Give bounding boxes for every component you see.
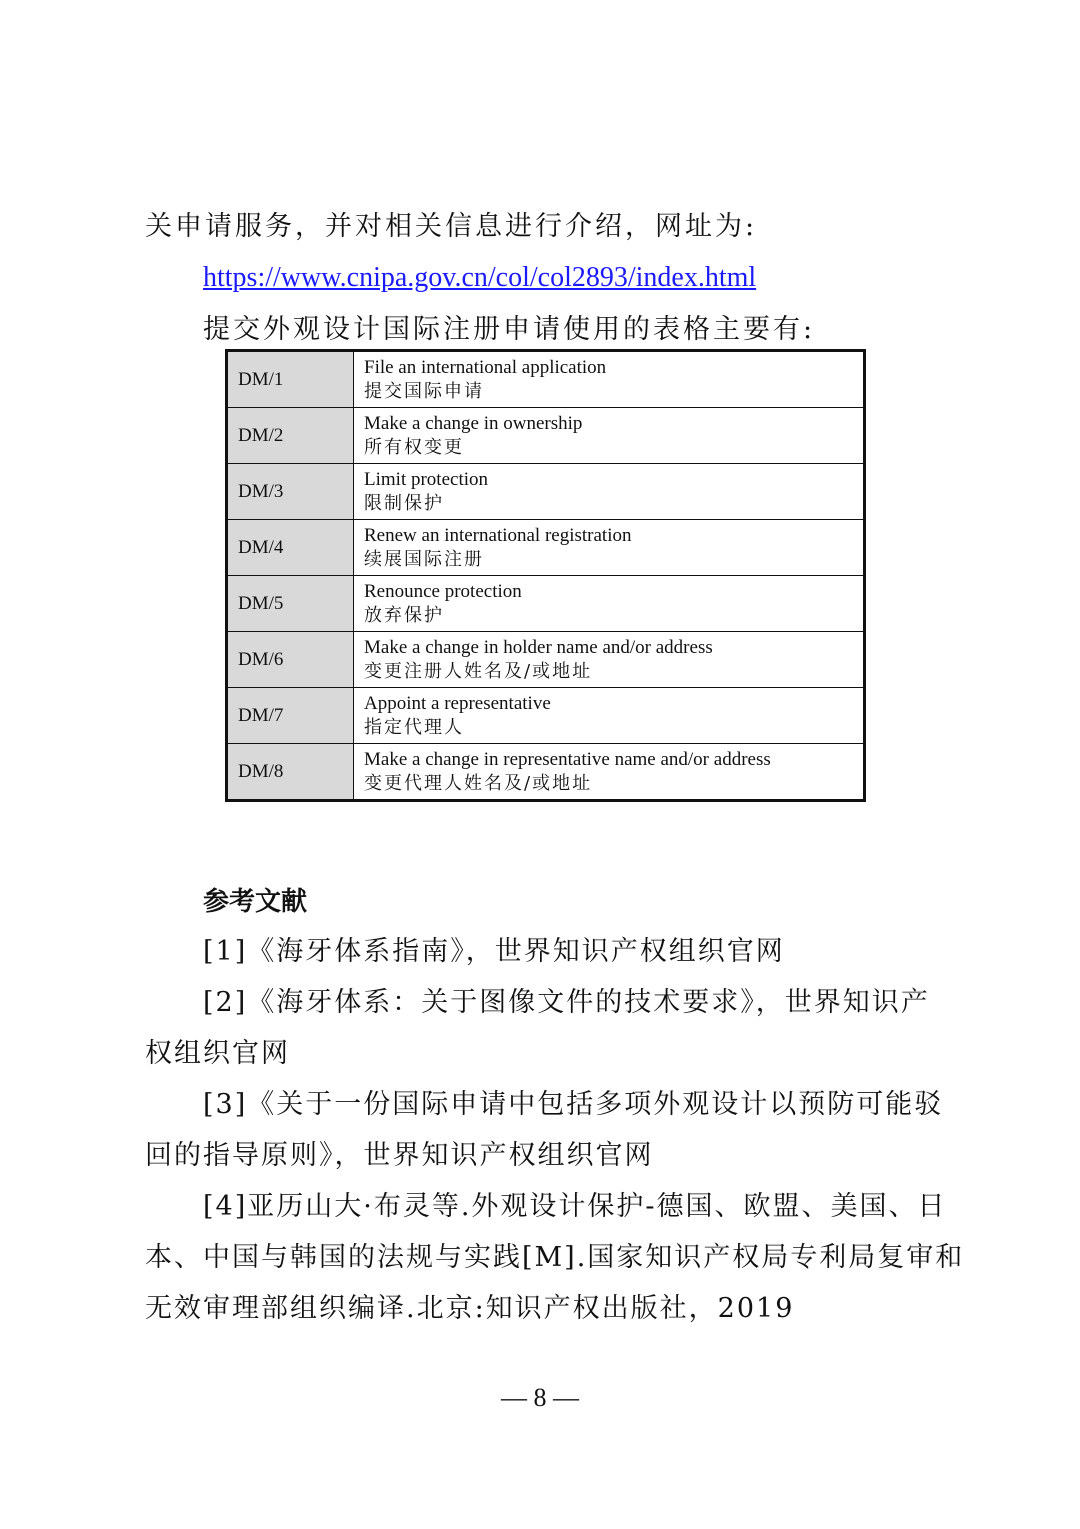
form-code: DM/6 [227,632,354,688]
form-description [354,688,865,744]
reference-line: [3]《关于一份国际申请中包括多项外观设计以预防可能驳 [203,1089,944,1120]
form-name-zh: 变更代理人姓名及/或地址 [364,772,593,794]
cnipa-link[interactable]: https://www.cnipa.gov.cn/col/col2893/index.html [203,262,757,293]
form-name-zh: 提交国际申请 [364,380,484,402]
table-row [227,464,865,520]
form-name-en: Renew an international registration [364,524,632,546]
form-description [354,464,865,520]
reference-line: 回的指导原则》，世界知识产权组织官网 [145,1140,654,1171]
form-code: DM/1 [227,351,354,408]
form-description [354,408,865,464]
form-code: DM/7 [227,688,354,744]
references-heading: 参考文献 [203,887,308,917]
table-row [227,520,865,576]
form-code: DM/5 [227,576,354,632]
reference-line: 无效审理部组织编译.北京:知识产权出版社，2019 [145,1293,795,1324]
form-code: DM/8 [227,744,354,801]
form-name-en: Limit protection [364,468,489,490]
reference-line: [1]《海牙体系指南》，世界知识产权组织官网 [203,936,785,967]
table-row [227,408,865,464]
form-code: DM/3 [227,464,354,520]
form-description [354,520,865,576]
form-name-zh: 指定代理人 [364,716,464,738]
form-name-en: File an international application [364,356,607,378]
reference-line: 权组织官网 [145,1038,290,1069]
form-code: DM/2 [227,408,354,464]
reference-line: [4]亚历山大·布灵等.外观设计保护-德国、欧盟、美国、日 [203,1191,947,1222]
form-description [354,351,865,408]
table-row [227,632,865,688]
page-number: — 8 — [501,1383,579,1412]
forms-table [225,349,866,802]
reference-line: 本、中国与韩国的法规与实践[M].国家知识产权局专利局复审和 [145,1242,965,1273]
form-description [354,744,865,801]
form-description [354,576,865,632]
table-row [227,576,865,632]
form-name-en: Make a change in representative name and/or address [364,748,771,770]
table-row [227,744,865,801]
table-row [227,688,865,744]
form-code: DM/4 [227,520,354,576]
form-name-zh: 放弃保护 [364,604,444,626]
form-name-en: Make a change in holder name and/or address [364,636,713,658]
reference-line: [2]《海牙体系：关于图像文件的技术要求》，世界知识产 [203,987,930,1018]
table-intro: 提交外观设计国际注册申请使用的表格主要有: [203,314,816,345]
form-description [354,632,865,688]
form-name-zh: 限制保护 [364,492,444,514]
form-name-en: Renounce protection [364,580,522,602]
form-name-en: Make a change in ownership [364,412,583,434]
table-row [227,351,865,408]
form-name-zh: 所有权变更 [364,436,464,458]
form-name-en: Appoint a representative [364,692,551,714]
paragraph-continuation: 关申请服务，并对相关信息进行介绍，网址为: [145,211,758,242]
form-name-zh: 续展国际注册 [364,548,484,570]
form-name-zh: 变更注册人姓名及/或地址 [364,660,593,682]
